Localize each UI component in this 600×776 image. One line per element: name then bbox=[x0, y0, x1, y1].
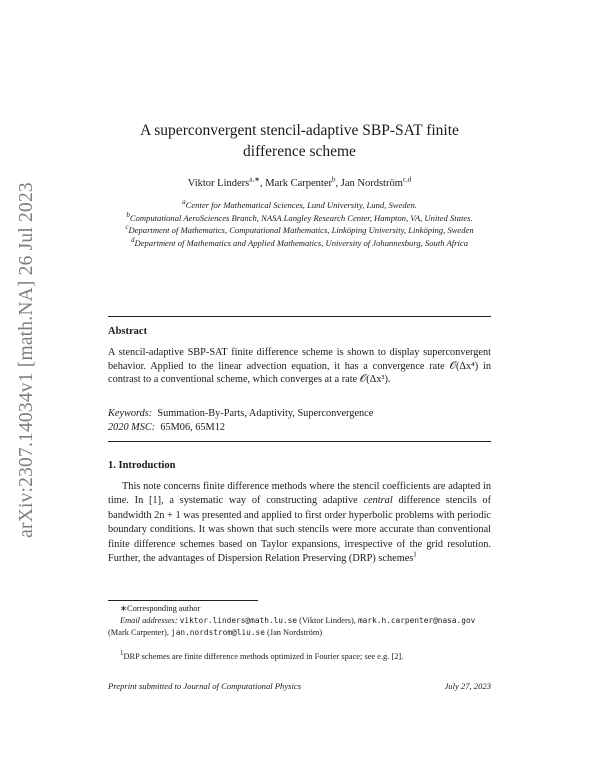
abstract-bottom-rule bbox=[108, 441, 491, 442]
preprint-date: July 27, 2023 bbox=[444, 681, 491, 691]
abstract-heading: Abstract bbox=[108, 326, 148, 337]
footnote-rule bbox=[108, 600, 258, 601]
arxiv-identifier bbox=[12, 175, 42, 545]
intro-paragraph: This note concerns finite difference methods where the stencil coefficients are adapted in time. In [1], a systematic way of constructing adaptive central difference stencils of bandwidth 2n + 1 was presented and applied to first order hyperbolic problems with periodic boundary conditions. It was shown that such stencils were more accurate than conventional finite difference schemes based on Taylor expansions, irrespective of the grid resolution. Further, the advantages of Dispersion Relation Preserving (DRP) schemes$^1$ bbox=[108, 481, 491, 565]
keywords-line: Keywords: Summation-By-Parts, Adaptivity, Superconvergence bbox=[108, 408, 374, 419]
paper-title: A superconvergent stencil-adaptive SBP-SAT finite difference scheme bbox=[140, 122, 459, 160]
email-carpenter[interactable]: mark.h.carpenter@nasa.gov bbox=[357, 616, 476, 625]
author-3: Jan Nordström bbox=[340, 178, 403, 189]
footnote-drp: $^1$DRP schemes are finite difference methods optimized in Fourier space; see e.g. [2]. bbox=[120, 649, 404, 661]
author-2: Mark Carpenter bbox=[265, 178, 332, 189]
affiliation-c: $^c$Department of Mathematics, Computational Mathematics, Linköping University, Linköping, Sweden bbox=[125, 223, 474, 236]
email-nordstrom[interactable]: jan.nordstrom@liu.se bbox=[171, 627, 265, 637]
footnote-emails: Email addresses: viktor.linders@math.lu.se (Viktor Linders), mark.h.carpenter@nasa.gov (Mark Carpenter), jan.nordstrom@liu.se (Jan Nordström) bbox=[108, 616, 476, 637]
email-linders[interactable]: viktor.linders@math.lu.se bbox=[179, 616, 298, 625]
affiliation-d: $^d$Department of Mathematics and Applied Mathematics, University of Johannesburg, South Africa bbox=[130, 235, 469, 248]
arxiv-id-text: arXiv:2307.14034v1 [math.NA] 26 Jul 2023 bbox=[16, 182, 37, 538]
rate-3: 𝒪(Δx³) bbox=[359, 374, 388, 386]
affiliations bbox=[108, 199, 491, 249]
abstract-top-rule bbox=[108, 316, 491, 317]
preprint-note: Preprint submitted to Journal of Computational Physics bbox=[108, 681, 302, 691]
affiliation-b: $^b$Computational AeroSciences Branch, NASA Langley Research Center, Hampton, VA, United States. bbox=[126, 210, 473, 223]
affiliation-a: $^a$Center for Mathematical Sciences, Lund University, Lund, Sweden. bbox=[182, 198, 417, 210]
author-list: Viktor Linders$^{a,∗}$, Mark Carpenter$^b$, Jan Nordström$^{c,d}$ bbox=[187, 175, 412, 189]
msc-line: 2020 MSC: 65M06, 65M12 bbox=[108, 422, 226, 433]
rate-4: 𝒪(Δx⁴) bbox=[449, 360, 479, 372]
section-heading: 1. Introduction bbox=[108, 460, 176, 471]
footnote-corresponding: ∗Corresponding author bbox=[120, 604, 201, 613]
page-footer bbox=[108, 681, 491, 691]
author-1: Viktor Linders bbox=[187, 178, 250, 189]
abstract-text: A stencil-adaptive SBP-SAT finite difference scheme is shown to display superconvergent behavior. Applied to the linear advection equation, it has a convergence rate 𝒪(Δx⁴) in contrast to a conventional scheme, which converges at a rate 𝒪(Δx³). bbox=[108, 347, 491, 386]
